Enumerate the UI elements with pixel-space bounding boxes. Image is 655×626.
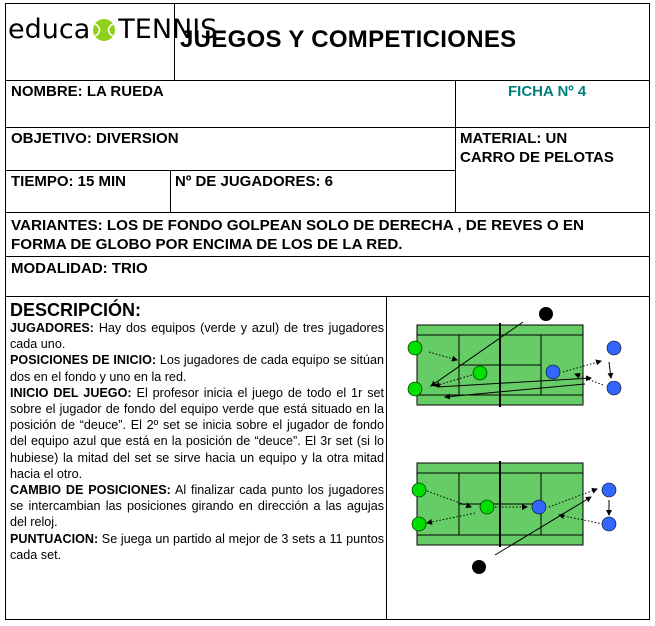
descripcion-posiciones: POSICIONES DE INICIO: Los jugadores de cada equipo se sitúan dos en el fondo y uno en la red. <box>10 353 384 384</box>
tennis-ball-icon <box>92 18 116 42</box>
logo-text-left: educa <box>8 14 91 45</box>
page-title: JUEGOS Y COMPETICIONES <box>180 26 517 53</box>
material-line1: MATERIAL: UN <box>460 130 568 147</box>
blue-player-net <box>532 500 546 514</box>
modalidad-field: MODALIDAD: TRIO <box>11 260 148 277</box>
green-player-net <box>473 366 487 380</box>
variantes-line2: FORMA DE GLOBO POR ENCIMA DE LOS DE LA RED. <box>11 236 403 253</box>
descripcion-puntuacion: PUNTUACION: Se juega un partido al mejor de 3 sets a 11 puntos cada set. <box>10 531 384 562</box>
descripcion-jugadores: JUGADORES: Hay dos equipos (verde y azul) de tres jugadores cada uno. <box>10 321 384 352</box>
coach-marker <box>472 560 486 574</box>
blue-player-net <box>546 365 560 379</box>
green-player-2 <box>412 517 426 531</box>
descripcion-heading: DESCRIPCIÓN: <box>10 300 142 320</box>
court-diagram-bottom <box>395 455 640 580</box>
logo-text-right: TENNIS <box>118 14 218 45</box>
blue-player-1 <box>602 483 616 497</box>
descripcion-inicio: INICIO DEL JUEGO: El profesor inicia el juego de todo el 1r set sobre el jugador de fondo del equipo verde que está situado en la posición de “deuce”. El 2º set se inicia sobre el jugador de fondo del equipo azul que está en la posición de “deuce”. El 3r set (si lo hubiese) la mitad del set se sirve hacia un equipo y la otra mitad hacia el otro. <box>10 385 384 481</box>
green-player-2 <box>408 382 422 396</box>
tiempo-field: TIEMPO: 15 MIN <box>11 173 127 190</box>
objetivo-field: OBJETIVO: DIVERSION <box>11 130 179 147</box>
variantes-line1: VARIANTES: LOS DE FONDO GOLPEAN SOLO DE DERECHA , DE REVES O EN <box>11 217 584 234</box>
blue-player-2 <box>607 381 621 395</box>
green-player-1 <box>412 483 426 497</box>
green-player-net <box>480 500 494 514</box>
blue-player-2 <box>602 517 616 531</box>
court-diagram-top <box>395 300 640 420</box>
descripcion-cambio: CAMBIO DE POSICIONES: Al finalizar cada punto los jugadores se intercambian las posiciones girando en dirección a las agujas del reloj. <box>10 483 384 530</box>
jugadores-field: Nº DE JUGADORES: 6 <box>175 173 334 190</box>
descripcion-section <box>10 300 384 563</box>
coach-marker <box>539 307 553 321</box>
nombre-field: NOMBRE: LA RUEDA <box>11 83 164 100</box>
blue-player-1 <box>607 341 621 355</box>
ficha-number: FICHA Nº 4 <box>508 83 587 100</box>
green-player-1 <box>408 341 422 355</box>
material-line2: CARRO DE PELOTAS <box>460 149 614 166</box>
